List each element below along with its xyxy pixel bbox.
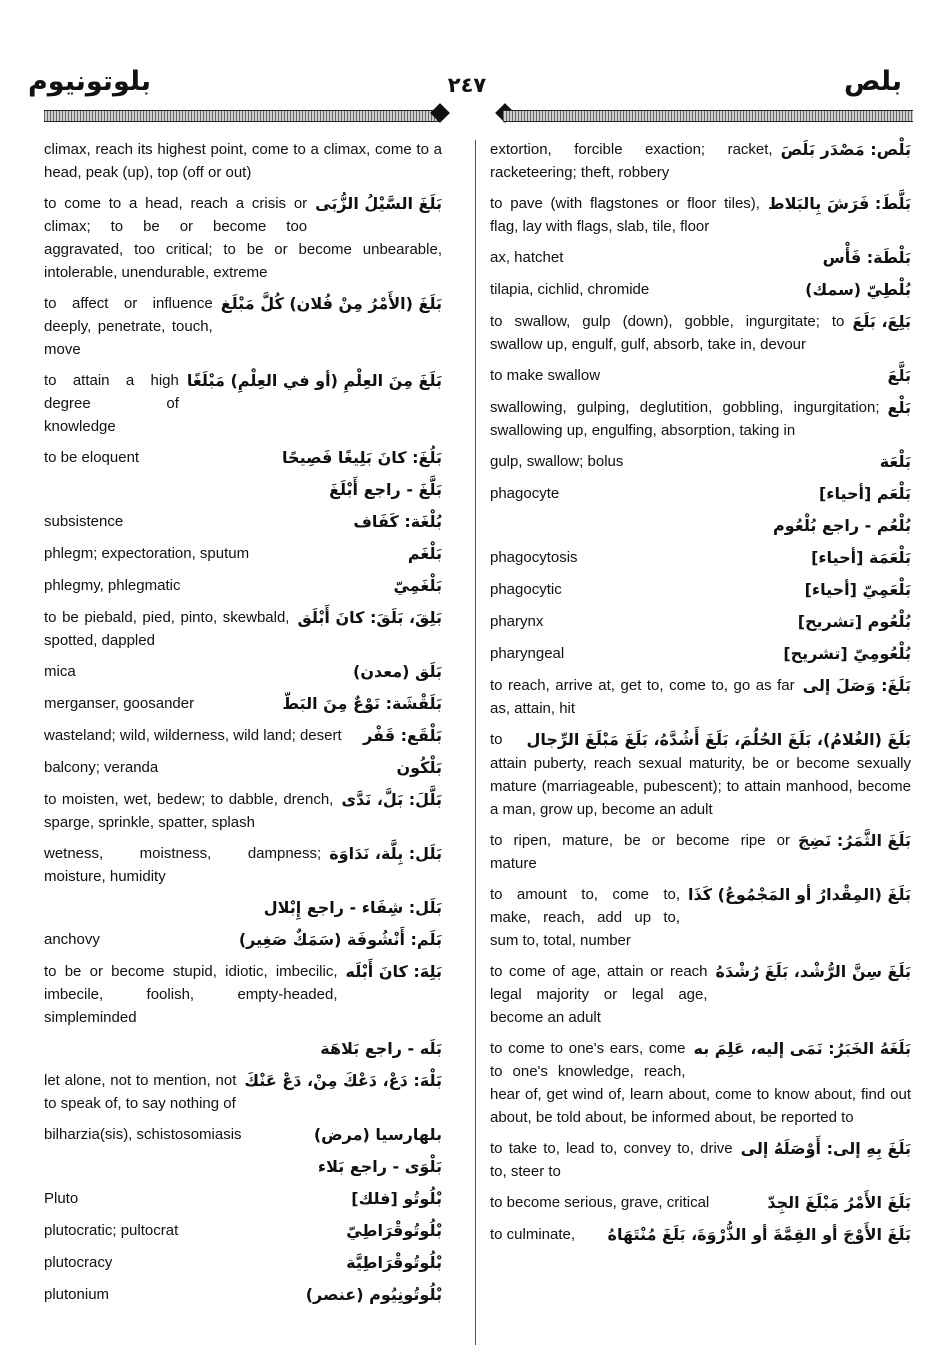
- english-definition: to ripen, mature, be or become ripe or mature: [490, 832, 790, 872]
- arabic-headword: بْلُوتُونِيُوم (عنصر): [305, 1285, 442, 1304]
- arabic-headword: بْلُوتُوقْرَاطِيّ: [346, 1221, 442, 1240]
- arabic-headword: بَلَغَ: وَصَلَ إلى: [802, 676, 911, 695]
- arabic-headword: بَلَم: أَنْشُوفَة (سَمَكٌ صَغِير): [238, 930, 442, 949]
- arabic-headword: بَلْغَمِيّ: [393, 576, 442, 595]
- arabic-headword: بَلْهَ: دَعْ، دَعْكَ مِنْ، دَعْ عَنْكَ: [244, 1071, 442, 1090]
- arabic-headword: بَلَل: شِفَاء - راجع إِبْلال: [263, 898, 442, 917]
- dictionary-entry: [490, 310, 911, 356]
- english-definition: to swallow, gulp (down), gobble, ingurgitate; to swallow up, engulf, gulf, absorb, take in, devour: [490, 313, 845, 353]
- arabic-headword: بَلَغَ (الأَمْرُ مِنْ فُلان) كُلَّ مَبْلَغ: [220, 294, 442, 313]
- english-definition: wasteland; wild, wilderness, wild land; desert: [44, 727, 342, 744]
- left-column: [44, 138, 442, 1315]
- arabic-headword: بَلَغَ الأَوْجَ أو القِمَّةَ أو الذُّرْوَةَ، بَلَغَ مُنْتَهَاهُ: [607, 1225, 911, 1244]
- dictionary-entry: [490, 546, 911, 570]
- dictionary-entry: [490, 578, 911, 602]
- arabic-headword: بَلِعَ، بَلَعَ: [852, 312, 911, 331]
- english-definition: to amount to, come to, make, reach, add up to, sum to, total, number: [490, 886, 681, 949]
- english-definition: to be piebald, pied, pinto, skewbald, spotted, dappled: [44, 609, 290, 649]
- english-definition: to make swallow: [490, 367, 601, 384]
- arabic-headword: بَلَغَ (الغُلامُ)، بَلَغَ الحُلُمَ، بَلَغَ أَشُدَّهُ، بَلَغَ مَبْلَغَ الرِّجال: [526, 730, 911, 749]
- dictionary-entry: [44, 1219, 442, 1243]
- english-definition: let alone, not to mention, not to speak of, to say nothing of: [44, 1072, 237, 1112]
- arabic-headword: بْلُوتُوقْرَاطِيَّة: [346, 1253, 442, 1272]
- english-definition: to pave (with flagstones or floor tiles), flag, lay with flags, slab, tile, floor: [490, 195, 760, 235]
- arabic-headword: بْلُوتُو [فلك]: [351, 1189, 442, 1208]
- english-definition: to be eloquent: [44, 449, 140, 466]
- dictionary-entry: [44, 192, 442, 284]
- arabic-headword: بَلَغَ بِهِ إلى: أَوْصَلَهُ إلى: [740, 1139, 911, 1158]
- dictionary-entry: [490, 1191, 911, 1215]
- arabic-headword: بَلَغَ (المِقْدارُ أو المَجْمُوعُ) كَذَا: [688, 885, 911, 904]
- dictionary-entry: [44, 960, 442, 1029]
- header-left-word: بلوتونيوم: [28, 66, 152, 97]
- english-definition: anchovy: [44, 931, 100, 948]
- arabic-headword: بَلَّعَ: [887, 366, 911, 385]
- dictionary-entry: [44, 660, 442, 684]
- dictionary-entry: [44, 896, 442, 920]
- english-definition: phlegmy, phlegmatic: [44, 577, 181, 594]
- dictionary-entry: [490, 482, 911, 506]
- arabic-headword: بلهارسيا (مرض): [313, 1125, 442, 1144]
- english-definition: wetness, moistness, dampness; moisture, humidity: [44, 845, 322, 885]
- dictionary-entry: [44, 1187, 442, 1211]
- english-definition: tilapia, cichlid, chromide: [490, 281, 650, 298]
- dictionary-entry: [490, 364, 911, 388]
- english-definition: extortion, forcible exaction; racket, racketeering; theft, robbery: [490, 141, 773, 181]
- english-definition: balcony; veranda: [44, 759, 159, 776]
- dictionary-entry: [44, 510, 442, 534]
- arabic-headword: بَلْع: [887, 398, 911, 417]
- dictionary-entry: [490, 246, 911, 270]
- dictionary-entry: [44, 1069, 442, 1115]
- dictionary-entry: [490, 829, 911, 875]
- english-definition: to be or become stupid, idiotic, imbecilic, imbecile, foolish, empty-headed, simpleminded: [44, 963, 338, 1026]
- dictionary-entry: [490, 396, 911, 442]
- english-definition: to come to one's ears, come to one's knowledge, reach, hear of, get wind of, learn about, come to know about, find out about, be told about, be informed about, be reported to: [490, 1040, 911, 1126]
- english-definition: Pluto: [44, 1190, 79, 1207]
- english-definition: mica: [44, 663, 76, 680]
- dictionary-entry: [44, 574, 442, 598]
- arabic-headword: بَلَغَ الأَمْرُ مَبْلَغَ الجِدّ: [767, 1193, 911, 1212]
- dictionary-entry: [490, 450, 911, 474]
- dictionary-entry: [490, 960, 911, 1029]
- dictionary-entry: [44, 724, 442, 748]
- english-definition: plutocracy: [44, 1254, 113, 1271]
- english-definition: phagocyte: [490, 485, 560, 502]
- english-definition: subsistence: [44, 513, 124, 530]
- arabic-headword: بَلَق (معدن): [353, 662, 442, 681]
- arabic-headword: بَلَقْشَة: نَوْعٌ مِنَ البَطّ: [282, 694, 442, 713]
- dictionary-entry: [44, 138, 442, 184]
- dictionary-entry: [44, 842, 442, 888]
- arabic-headword: بُلْعُوم [تشريح]: [797, 612, 911, 631]
- dictionary-entry: [490, 1137, 911, 1183]
- dictionary-entry: [44, 1123, 442, 1147]
- english-definition: climax, reach its highest point, come to a climax, come to a head, peak (up), top (off or out): [44, 141, 442, 181]
- right-column: [490, 138, 911, 1255]
- arabic-headword: بَلْعَة: [879, 452, 911, 471]
- arabic-headword: بَلَغَ السَّيْلُ الزُّبَى: [315, 194, 442, 213]
- arabic-headword: بَلَغَ سِنَّ الرُّشْد، بَلَغَ رُشْدَهُ: [715, 962, 911, 981]
- english-definition: plutocratic; pultocrat: [44, 1222, 179, 1239]
- arabic-headword: بُلْعُومِيّ [تشريح]: [783, 644, 911, 663]
- arabic-headword: بَلَّغَ - راجع أَبْلَغَ: [329, 480, 442, 499]
- header-right-word: بلص: [844, 66, 902, 97]
- english-definition: merganser, goosander: [44, 695, 195, 712]
- dictionary-entry: [490, 192, 911, 238]
- arabic-headword: بَلْعَمَة [أحياء]: [811, 548, 911, 567]
- dictionary-entry: [44, 478, 442, 502]
- english-definition: to come of age, attain or reach legal majority or legal age, become an adult: [490, 963, 708, 1026]
- english-definition: plutonium: [44, 1286, 110, 1303]
- dictionary-entry: [44, 1155, 442, 1179]
- arabic-headword: بَلْكُون: [396, 758, 442, 777]
- arabic-headword: بُلْطِيّ (سمك): [805, 280, 911, 299]
- dictionary-entry: [44, 542, 442, 566]
- english-definition: pharyngeal: [490, 645, 565, 662]
- dictionary-entry: [490, 883, 911, 952]
- dictionary-entry: [44, 1283, 442, 1307]
- dictionary-entry: [44, 788, 442, 834]
- dictionary-entry: [44, 928, 442, 952]
- english-definition: to affect or influence deeply, penetrate, touch, move: [44, 295, 213, 358]
- arabic-headword: بَلْطَة: فَأْس: [822, 248, 911, 267]
- english-definition: to reach, arrive at, get to, come to, go as far as, attain, hit: [490, 677, 795, 717]
- dictionary-entry: [490, 1223, 911, 1247]
- arabic-headword: بَلَغَ الثَّمَرُ: نَضِجَ: [797, 831, 911, 850]
- english-definition: to moisten, wet, bedew; to dabble, drench, sparge, sprinkle, spatter, splash: [44, 791, 334, 831]
- dictionary-entry: [44, 1037, 442, 1061]
- english-definition: pharynx: [490, 613, 544, 630]
- page-number: ٢٤٧: [447, 73, 487, 97]
- arabic-headword: بَلَغَهُ الخَبَرُ: نَمَى إليه، عَلِمَ به: [693, 1039, 911, 1058]
- arabic-headword: بَلَه - راجع بَلاهَة: [320, 1039, 442, 1058]
- arabic-headword: بَلَّلَ: بَلَّ، نَدَّى: [341, 790, 442, 809]
- arabic-headword: بَلِهَ: كانَ أَبْلَه: [345, 962, 442, 981]
- dictionary-entry: [490, 674, 911, 720]
- english-definition: gulp, swallow; bolus: [490, 453, 624, 470]
- dictionary-entry: [490, 138, 911, 184]
- english-definition: bilharzia(sis), schistosomiasis: [44, 1126, 242, 1143]
- english-definition: to culminate,: [490, 1226, 576, 1243]
- arabic-headword: بَلَّطَ: فَرَشَ بِالبَلاط: [767, 194, 911, 213]
- dictionary-entry: [44, 692, 442, 716]
- english-definition: to become serious, grave, critical: [490, 1194, 710, 1211]
- arabic-headword: بَلْوَى - راجع بَلاء: [317, 1157, 442, 1176]
- english-definition: to come to a head, reach a crisis or climax; to be or become too aggravated, too critical; to be or become unbearable, intolerable, unendurable, extreme: [44, 195, 442, 281]
- dictionary-entry: [490, 610, 911, 634]
- arabic-headword: بَلِقَ، بَلَقَ: كانَ أَبْلَق: [297, 608, 442, 627]
- dictionary-entry: [44, 369, 442, 438]
- dictionary-entry: [44, 756, 442, 780]
- english-definition: to take to, lead to, convey to, drive to, steer to: [490, 1140, 733, 1180]
- english-definition: to attain a high degree of knowledge: [44, 372, 179, 435]
- english-definition: swallowing, gulping, deglutition, gobbling, ingurgitation; swallowing up, engulfing, absorption, taking in: [490, 399, 880, 439]
- dictionary-entry: [44, 292, 442, 361]
- dictionary-entry: [44, 606, 442, 652]
- english-definition: phlegm; expectoration, sputum: [44, 545, 250, 562]
- english-definition: phagocytic: [490, 581, 562, 598]
- arabic-headword: بَلْص: مَصْدَر بَلَصَ: [780, 140, 911, 159]
- arabic-headword: بُلْغَة: كَفَاف: [353, 512, 442, 531]
- english-definition: ax, hatchet: [490, 249, 564, 266]
- dictionary-entry: [44, 1251, 442, 1275]
- header-rule-right: [503, 110, 913, 122]
- arabic-headword: بُلْعُم - راجع بُلْعُوم: [773, 516, 911, 535]
- arabic-headword: بَلْغَم: [407, 544, 442, 563]
- arabic-headword: بَلْعَم [أحياء]: [818, 484, 911, 503]
- dictionary-entry: [490, 278, 911, 302]
- dictionary-entry: [490, 728, 911, 821]
- dictionary-entry: [44, 446, 442, 470]
- dictionary-entry: [490, 1037, 911, 1129]
- english-definition: to attain puberty, reach sexual maturity, be or become sexually mature (marriageable, pubescent); to attain manhood, become a man, grow up, become an adult: [490, 731, 911, 818]
- column-divider: [475, 140, 476, 1345]
- english-definition: phagocytosis: [490, 549, 578, 566]
- arabic-headword: بَلُغَ: كانَ بَلِيغًا فَصِيحًا: [282, 448, 442, 467]
- arabic-headword: بَلْقَع: قَفْر: [363, 726, 442, 745]
- header-rule-left: [44, 110, 440, 122]
- arabic-headword: بَلَغَ مِنَ العِلْمِ (أو في العِلْمِ) مَبْلَغًا: [186, 371, 442, 390]
- arabic-headword: بَلَل: بِلَّة، نَدَاوَة: [329, 844, 442, 863]
- dictionary-entry: [490, 514, 911, 538]
- arabic-headword: بَلْعَمِيّ [أحياء]: [804, 580, 911, 599]
- dictionary-entry: [490, 642, 911, 666]
